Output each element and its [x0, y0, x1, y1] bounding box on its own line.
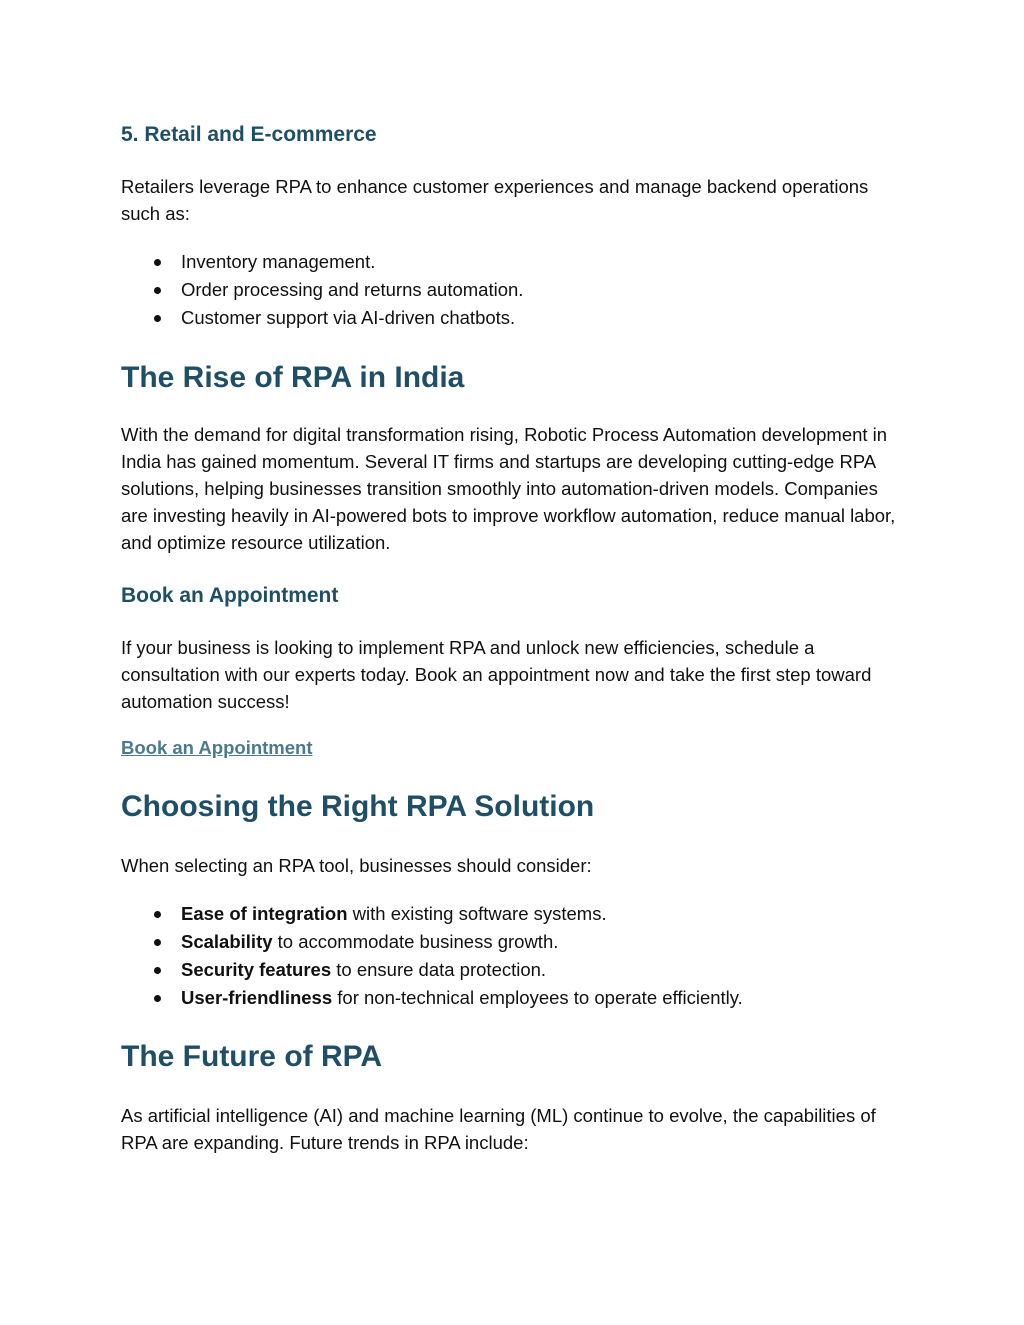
future-body: As artificial intelligence (AI) and machine learning (ML) continue to evolve, the capabilities of RPA are expanding. Future trends in RPA include: — [121, 1105, 876, 1153]
rise-body: With the demand for digital transformation rising, Robotic Process Automation development in India has gained momentum. Several IT firms and startups are developing cutting-edge RPA solutions, helping businesses transition smoothly into automation-driven models. Companies are investing heavily in AI-powered bots to improve workflow automation, reduce manual labor, and optimize resource utilization. — [121, 424, 896, 553]
list-item-text: to ensure data protection. — [331, 959, 547, 980]
list-item: Inventory management. — [121, 248, 901, 276]
list-item-bold: User-friendliness — [181, 987, 333, 1008]
book-appointment-link[interactable]: Book an Appointment — [121, 737, 313, 758]
list-item — [121, 984, 901, 1012]
choosing-list — [121, 900, 901, 1012]
list-item-text: for non-technical employees to operate efficiently. — [332, 987, 743, 1008]
list-item-bold: Ease of integration — [181, 903, 348, 924]
list-item-text: with existing software systems. — [347, 903, 607, 924]
list-item-text: to accommodate business growth. — [272, 931, 559, 952]
list-item — [121, 956, 901, 984]
appointment-heading: Book an Appointment — [121, 584, 339, 607]
list-item-bold: Security features — [181, 959, 332, 980]
list-item: Customer support via AI-driven chatbots. — [121, 304, 901, 332]
list-item-bold: Scalability — [181, 931, 273, 952]
retail-heading: 5. Retail and E-commerce — [121, 123, 377, 146]
list-item: Order processing and returns automation. — [121, 276, 901, 304]
retail-list — [121, 248, 901, 332]
retail-intro: Retailers leverage RPA to enhance customer experiences and manage backend operations such as: — [121, 176, 869, 224]
future-heading: The Future of RPA — [121, 1040, 383, 1073]
rise-heading: The Rise of RPA in India — [121, 361, 465, 394]
choosing-heading: Choosing the Right RPA Solution — [121, 790, 595, 823]
list-item — [121, 928, 901, 956]
choosing-intro: When selecting an RPA tool, businesses should consider: — [121, 855, 592, 876]
list-item — [121, 900, 901, 928]
appointment-body: If your business is looking to implement RPA and unlock new efficiencies, schedule a consultation with our experts today. Book an appointment now and take the first step toward automation success! — [121, 637, 872, 712]
